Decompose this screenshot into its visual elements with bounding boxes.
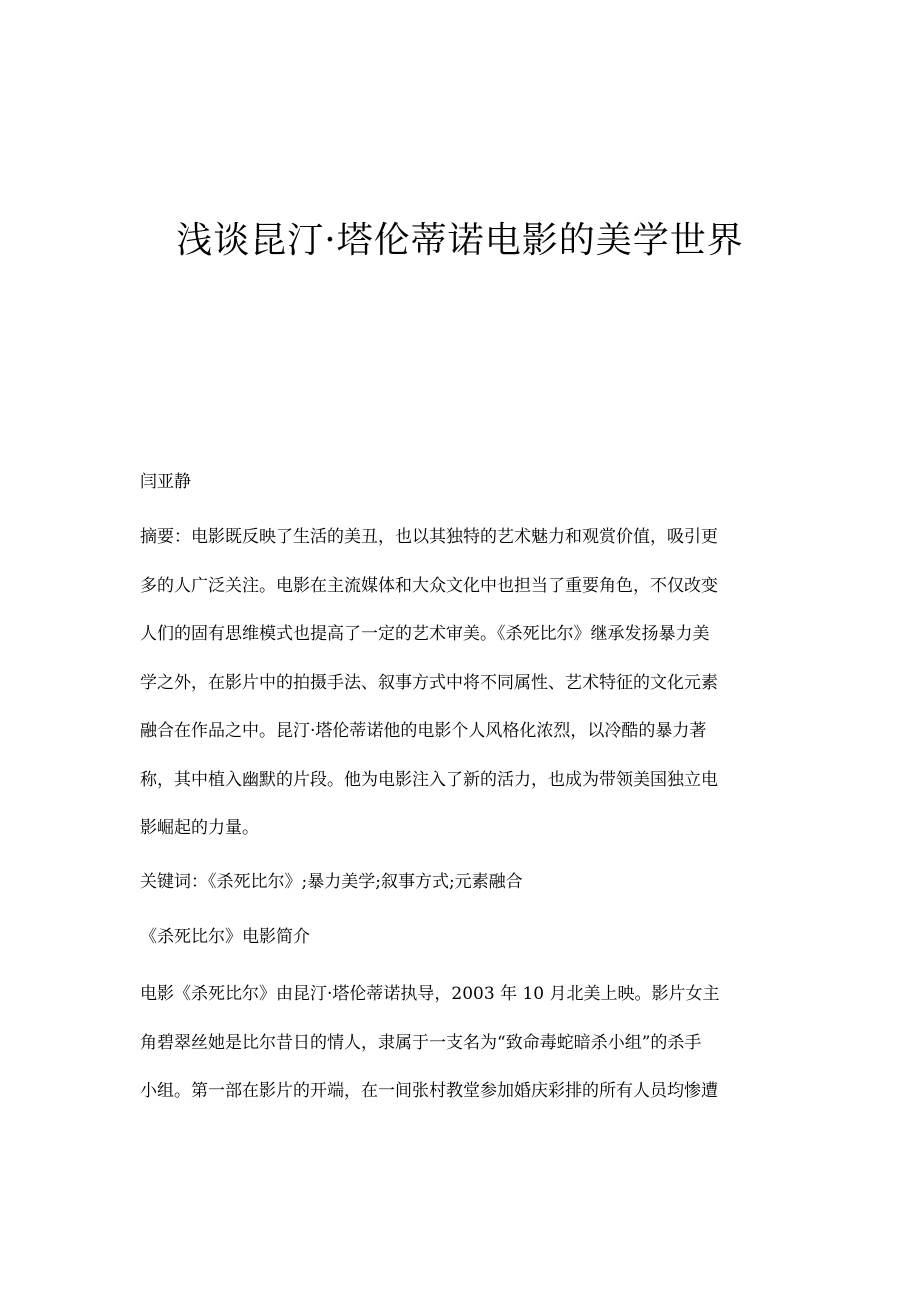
abstract-line: 摘要：电影既反映了生活的美丑，也以其独特的艺术魅力和观赏价值，吸引更 (140, 527, 718, 547)
section-heading: 《杀死比尔》电影简介 (140, 927, 310, 947)
intro-paragraph (140, 970, 770, 1116)
document-title: 浅谈昆汀·塔伦蒂诺电影的美学世界 (176, 220, 744, 261)
abstract-line: 融合在作品之中。昆汀·塔伦蒂诺他的电影个人风格化浓烈，以冷酷的暴力著 (140, 721, 707, 741)
author-name: 闫亚静 (140, 472, 191, 492)
abstract-line: 影崛起的力量。 (140, 818, 259, 838)
abstract-line: 多的人广泛关注。电影在主流媒体和大众文化中也担当了重要角色，不仅改变 (140, 575, 718, 596)
abstract-line: 称，其中植入幽默的片段。他为电影注入了新的活力，也成为带领美国独立电 (140, 769, 718, 790)
intro-line: 角碧翠丝她是比尔昔日的情人，隶属于一支名为“致命毒蛇暗杀小组”的杀手 (140, 1032, 702, 1053)
intro-line: 小组。第一部在影片的开端，在一间张村教堂参加婚庆彩排的所有人员均惨遭 (140, 1081, 718, 1101)
abstract-line: 人们的固有思维模式也提高了一定的艺术审美。《杀死比尔》继承发扬暴力美 (140, 624, 710, 644)
abstract-paragraph (140, 513, 770, 853)
abstract-line: 学之外，在影片中的拍摄手法、叙事方式中将不同属性、艺术特征的文化元素 (140, 672, 718, 693)
intro-line: 电影《杀死比尔》由昆汀·塔伦蒂诺执导，2003 年 10 月北美上映。影片女主 (140, 984, 720, 1004)
keywords-line: 关键词：《杀死比尔》;暴力美学;叙事方式;元素融合 (140, 872, 523, 892)
